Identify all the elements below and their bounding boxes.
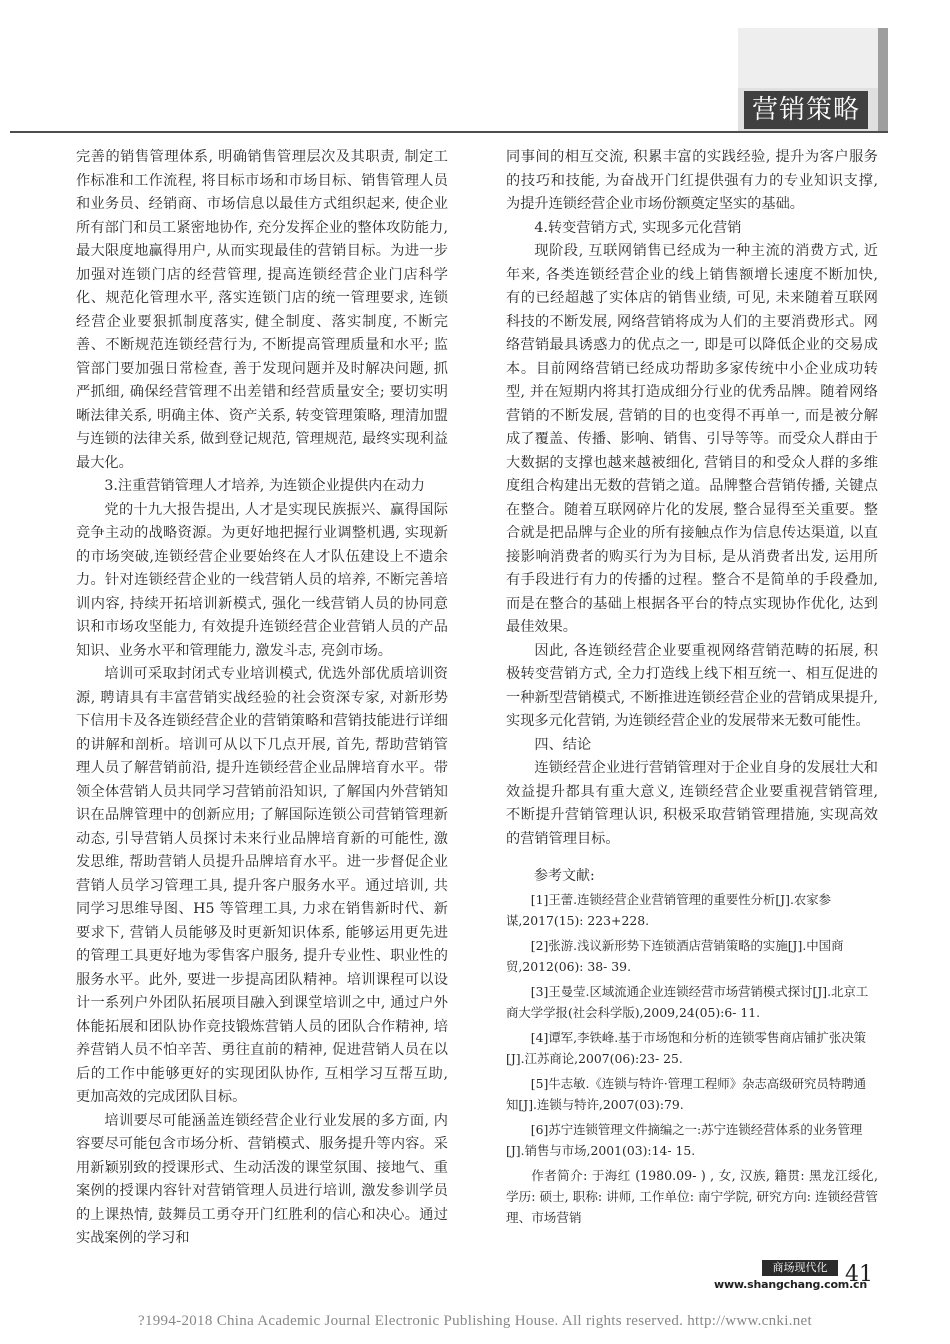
body-paragraph: 因此, 各连锁经营企业要重视网络营销范畴的拓展, 积极转变营销方式, 全力打造线上线下相互统一、相互促进的一种新型营销模式, 不断推进连锁经营企业的营销成果提升, 实现多元化营销, 为连锁经营企业的发展带来无数可能性。 — [506, 642, 878, 729]
reference-item: [1]王蕾.连锁经营企业营销管理的重要性分析[J].农家参谋,2017(15): 223+228. — [506, 891, 832, 928]
body-paragraph: 党的十九大报告提出, 人才是实现民族振兴、赢得国际竞争主动的战略资源。为更好地把握行业调整机遇, 实现新的市场突破,连锁经营企业要始终在人才队伍建设上不遗余力。针对连锁经营企业的一线营销人员的培养, 不断完善培训内容, 持续开拓培训新模式, 强化一线营销人员的协同意识和市场攻坚能力, 有效提升连锁经营企业营销人员的产品知识、业务水平和管理能力, 激发斗志, 亮剑市场。 — [76, 501, 448, 659]
copyright-line: ?1994-2018 China Academic Journal Electronic Publishing House. All rights reserved. http://www.cnki.net — [138, 1313, 812, 1329]
body-paragraph: 培训要尽可能涵盖连锁经营企业行业发展的多方面, 内容要尽可能包含市场分析、营销模式、服务提升等内容。采用新颖别致的授课形式、生动活泼的课堂氛围、接地气、重案例的授课内容针对营销管理人员进行培训, 激发参训学员的上课热情, 鼓舞员工勇夺开门红胜利的信心和决心。通过实战案例的学习和 — [76, 1112, 448, 1246]
page-number: 41 — [845, 1262, 873, 1287]
right-column — [506, 146, 878, 1228]
header-banner-highlight — [738, 28, 878, 88]
reference-item: [5]牛志敏.《连锁与特许·管理工程师》杂志高级研究员特聘通知[J].连锁与特许,2007(03):79. — [506, 1075, 866, 1112]
section-heading: 3.注重营销管理人才培养, 为连锁企业提供内在动力 — [104, 478, 425, 494]
author-note: 作者简介: 于海红 (1980.09- ) , 女, 汉族, 籍贯: 黑龙江绥化, 学历: 硕士, 职称: 讲师, 工作单位: 南宁学院, 研究方向: 连锁经营管理、市场营销 — [506, 1167, 878, 1225]
body-paragraph: 现阶段, 互联网销售已经成为一种主流的消费方式, 近年来, 各类连锁经营企业的线上销售额增长速度不断加快, 有的已经超越了实体店的销售业绩, 可见, 未来随着互联网科技的不断发展, 网络营销将成为人们的主要消费形式。网络营销最具诱惑力的优点之一, 即是可以降低企业的交易成本。目前网络营销已经成功帮助多家传统中小企业成功转型, 并在短期内将其打造成细分行业的优秀品牌。随着网络营销的不断发展, 营销的目的也变得不再单一, 而是被分解成了覆盖、传播、影响、销售、引导等等。而受众人群由于大数据的支撑也越来越被细化, 营销目的和受众人群的多维度组合构建出无数的营销之道。品牌整合营销传播, 关键点在整合。随着互联网碎片化的发展, 整合显得至关重要。整合就是把品牌与企业的所有接触点作为信息传达渠道, 以直接影响消费者的购买行为为目标, 是从消费者出发, 运用所有手段进行有力的传播的过程。整合不是简单的手段叠加, 而是在整合的基础上根据各平台的特点实现协作优化, 达到最佳效果。 — [506, 243, 878, 635]
section-label: 营销策略 — [744, 91, 868, 129]
reference-item: [3]王曼莹.区域流通企业连锁经营市场营销模式探讨[J].北京工商大学学报(社会科学版),2009,24(05):6- 11. — [506, 983, 869, 1020]
body-paragraph: 培训可采取封闭式专业培训模式, 优选外部优质培训资源, 聘请具有丰富营销实战经验的社会资深专家, 对新形势下信用卡及各连锁经营企业的营销策略和营销技能进行详细的讲解和剖析。培训可从以下几点开展, 首先, 帮助营销管理人员了解营销前沿, 提升连锁经营企业品牌培育水平。带领全体营销人员共同学习营销前沿知识, 了解国内外营销知识在品牌管理中的创新应用; 了解国际连锁公司营销管理新动态, 引导营销人员探讨未来行业品牌培育新的可能性, 激发思维, 帮助营销人员提升品牌培育水平。进一步督促企业营销人员学习管理工具, 提升客户服务水平。通过培训, 共同学习思维导图、H5 等管理工具, 力求在销售新时代、新要求下, 营销人员能够及时更新知识体系, 能够运用更先进的管理工具更好地为零售客户服务, 提升专业性、职业性的服务水平。此外, 要进一步提高团队精神。培训课程可以设计一系列户外团队拓展项目融入到课堂培训之中, 通过户外体能拓展和团队协作竞技锻炼营销人员的团队合作精神, 培养营销人员不怕辛苦、勇往直前的精神, 促进营销人员在以后的工作中能够更好的实现团队协作, 互相学习互帮互助, 更加高效的完成团队目标。 — [76, 666, 448, 1105]
body-paragraph: 完善的销售管理体系, 明确销售管理层次及其职责, 制定工作标准和工作流程, 将目标市场和市场目标、销售管理人员和业务员、经销商、市场信息以最佳方式组织起来, 使企业所有部门和员工紧密地协作, 充分发挥企业的整体攻防能力, 最大限度地赢得用户, 从而实现最佳的营销目标。为进一步加强对连锁门店的经营管理, 提高连锁经营企业门店科学化、规范化管理水平, 落实连锁门店的统一管理要求, 连锁经营企业要狠抓制度落实, 健全制度、落实制度, 不断完善、不断规范连锁经营行为, 不断提高管理质量和水平; 监管部门要加强日常检查, 善于发现问题并及时解决问题, 抓严抓细, 确保经营管理不出差错和经营质量安全; 要切实明晰法律关系, 明确主体、资产关系, 转变管理策略, 理清加盟与连锁的法律关系, 做到登记规范, 管理规范, 最终实现利益最大化。 — [76, 149, 448, 471]
reference-item: [6]苏宁连锁管理文件摘编之一:苏宁连锁经营体系的业务管理[J].销售与市场,2001(03):14- 15. — [506, 1121, 863, 1158]
body-paragraph: 同事间的相互交流, 积累丰富的实践经验, 提升为客户服务的技巧和技能, 为奋战开门红提供强有力的专业知识支撑, 为提升连锁经营企业市场份额奠定坚实的基础。 — [506, 149, 878, 212]
references-title: 参考文献: — [534, 868, 595, 884]
section-heading: 四、结论 — [534, 736, 592, 753]
journal-website: www.shangchang.com.cn — [714, 1278, 867, 1291]
left-column — [76, 146, 448, 1251]
section-heading: 4.转变营销方式, 实现多元化营销 — [534, 219, 742, 236]
reference-item: [2]张游.浅议新形势下连锁酒店营销策略的实施[J].中国商贸,2012(06): 38- 39. — [506, 937, 844, 974]
journal-logo: 商场现代化 — [762, 1260, 838, 1276]
body-paragraph: 连锁经营企业进行营销管理对于企业自身的发展壮大和效益提升都具有重大意义, 连锁经营企业要重视营销管理, 不断提升营销管理认识, 积极采取营销管理措施, 实现高效的营销管理目标。 — [506, 760, 878, 847]
header-rule — [10, 131, 888, 133]
reference-item: [4]谭军,李铁峰.基于市场饱和分析的连锁零售商店铺扩张决策[J].江苏商论,2007(06):23- 25. — [506, 1029, 866, 1066]
header-side-tab — [878, 28, 888, 133]
